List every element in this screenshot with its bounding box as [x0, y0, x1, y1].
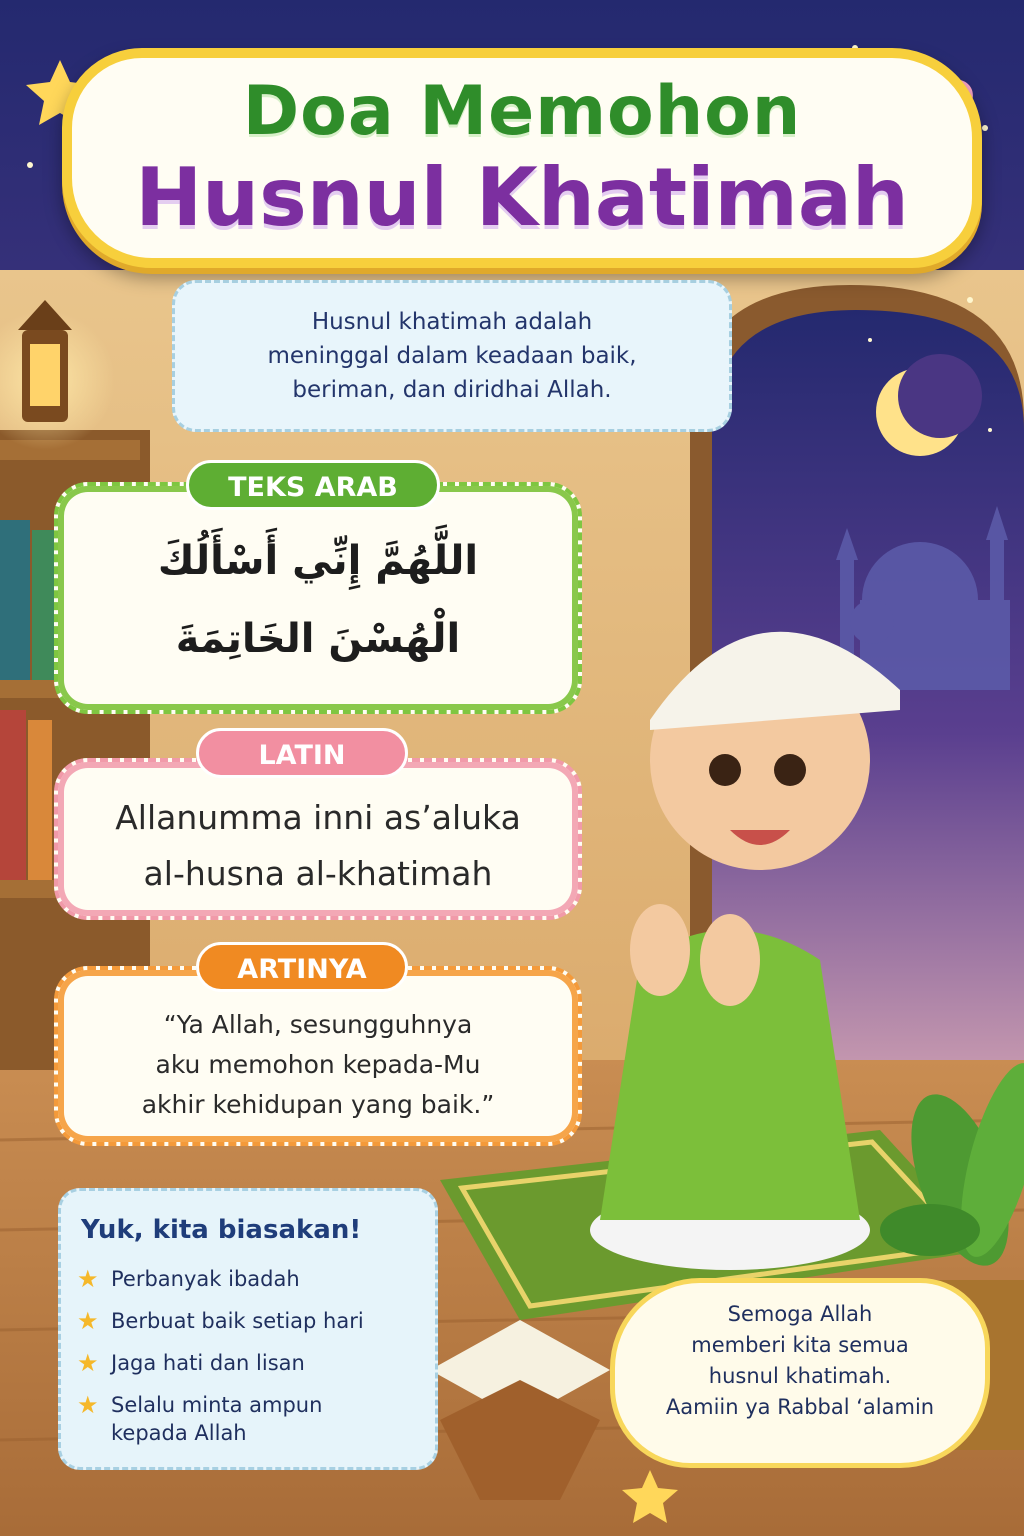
- closing-line: husnul khatimah.: [708, 1364, 892, 1388]
- meaning-line-1: “Ya Allah, sesungguhnya: [163, 1010, 473, 1039]
- list-item: [77, 1349, 364, 1377]
- meaning-line-2: aku memohon kepada-Mu: [155, 1050, 481, 1079]
- habits-list: [77, 1265, 364, 1461]
- arabic-section-label: TEKS ARAB: [186, 460, 440, 510]
- arabic-line-1: اللَّهُمَّ إِنِّي أَسْأَلُكَ: [157, 538, 479, 584]
- habit-text: Berbuat baik setiap hari: [111, 1309, 364, 1333]
- list-item: [77, 1265, 364, 1293]
- intro-line: Husnul khatimah adalah: [311, 309, 593, 335]
- latin-line-1: Allanumma inni as’aluka: [115, 798, 521, 837]
- intro-box: [172, 280, 732, 432]
- closing-line: memberi kita semua: [691, 1333, 909, 1357]
- star-icon: ★: [77, 1307, 99, 1335]
- arabic-line-2: الْهُسْنَ الخَاتِمَةَ: [175, 616, 461, 662]
- list-item: [77, 1391, 364, 1447]
- list-item: [77, 1307, 364, 1335]
- habit-text: Selalu minta ampun kepada Allah: [111, 1393, 323, 1445]
- star-icon: ★: [77, 1391, 99, 1419]
- habit-text: Perbanyak ibadah: [111, 1267, 300, 1291]
- habits-card: [58, 1188, 438, 1470]
- intro-line: meninggal dalam keadaan baik,: [267, 343, 637, 369]
- latin-section-label: LATIN: [196, 728, 408, 778]
- arabic-text-card: [54, 482, 582, 714]
- latin-text-card: [54, 758, 582, 920]
- intro-line: beriman, dan diridhai Allah.: [292, 377, 612, 403]
- habit-text: Jaga hati dan lisan: [111, 1351, 305, 1375]
- star-icon: ★: [77, 1349, 99, 1377]
- title-line-1: Doa Memohon: [242, 72, 802, 151]
- habits-title: Yuk, kita biasakan!: [81, 1215, 362, 1245]
- closing-line: Semoga Allah: [727, 1302, 873, 1326]
- closing-speech-bubble: [610, 1278, 990, 1468]
- title-line-2: Husnul Khatimah: [135, 151, 909, 244]
- closing-line: Aamiin ya Rabbal ‘alamin: [665, 1395, 935, 1419]
- latin-line-2: al-husna al-khatimah: [143, 854, 493, 893]
- star-icon: ★: [77, 1265, 99, 1293]
- meaning-section-label: ARTINYA: [196, 942, 408, 992]
- title-banner: [62, 48, 982, 268]
- meaning-line-3: akhir kehidupan yang baik.”: [141, 1090, 495, 1119]
